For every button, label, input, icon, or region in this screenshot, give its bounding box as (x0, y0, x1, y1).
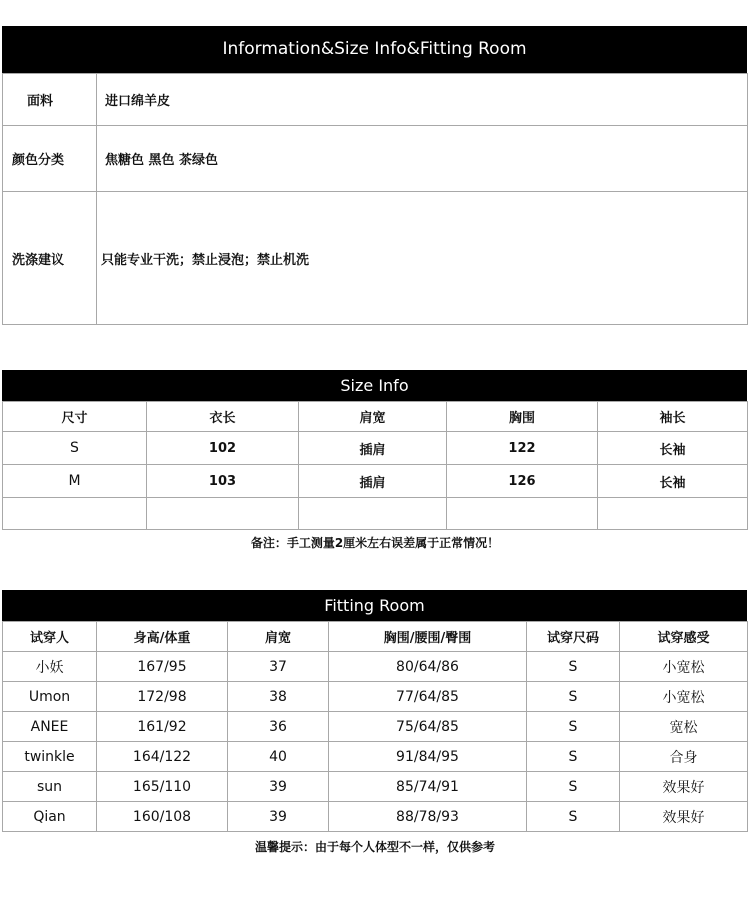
information-title: Information&Size Info&Fitting Room (2, 26, 747, 73)
column-header: 肩宽 (228, 622, 329, 652)
info-value: 焦糖色 黑色 茶绿色 (97, 126, 748, 192)
table-cell: 103 (147, 465, 299, 498)
table-cell: S (527, 802, 620, 832)
table-row (3, 465, 748, 498)
table-cell: 长袖 (598, 432, 748, 465)
table-cell: 小宽松 (620, 682, 748, 712)
column-header: 试穿尺码 (527, 622, 620, 652)
table-cell (447, 498, 598, 530)
fitting-table-header (3, 622, 748, 652)
column-header: 试穿感受 (620, 622, 748, 652)
fitting-room-section (2, 590, 747, 832)
table-cell: 长袖 (598, 465, 748, 498)
info-row-washing (3, 192, 748, 325)
info-label: 洗涤建议 (3, 192, 97, 325)
table-cell: 164/122 (97, 742, 228, 772)
table-cell: S (527, 772, 620, 802)
table-cell: 40 (228, 742, 329, 772)
table-cell: 宽松 (620, 712, 748, 742)
table-cell: 85/74/91 (329, 772, 527, 802)
table-cell: 37 (228, 652, 329, 682)
table-row (3, 498, 748, 530)
info-value: 进口绵羊皮 (97, 74, 748, 126)
table-cell: 39 (228, 772, 329, 802)
table-cell: 36 (228, 712, 329, 742)
column-header: 胸围/腰围/臀围 (329, 622, 527, 652)
table-cell: S (527, 712, 620, 742)
table-cell: ANEE (3, 712, 97, 742)
table-cell (598, 498, 748, 530)
column-header: 身高/体重 (97, 622, 228, 652)
information-section (2, 26, 747, 325)
column-header: 肩宽 (299, 402, 447, 432)
table-cell: S (527, 682, 620, 712)
fitting-room-title: Fitting Room (2, 590, 747, 621)
table-cell: 77/64/85 (329, 682, 527, 712)
table-cell: twinkle (3, 742, 97, 772)
table-cell: Umon (3, 682, 97, 712)
table-cell: 80/64/86 (329, 652, 527, 682)
column-header: 胸围 (447, 402, 598, 432)
table-cell: 效果好 (620, 772, 748, 802)
fitting-table (2, 621, 748, 832)
info-row-fabric (3, 74, 748, 126)
table-cell: 91/84/95 (329, 742, 527, 772)
table-cell: M (3, 465, 147, 498)
table-cell: S (527, 652, 620, 682)
table-cell: 160/108 (97, 802, 228, 832)
table-cell: 167/95 (97, 652, 228, 682)
column-header: 袖长 (598, 402, 748, 432)
table-row (3, 742, 748, 772)
table-cell: 小妖 (3, 652, 97, 682)
table-cell: 172/98 (97, 682, 228, 712)
table-cell: 126 (447, 465, 598, 498)
table-cell: 165/110 (97, 772, 228, 802)
info-value: 只能专业干洗；禁止浸泡；禁止机洗 (97, 192, 748, 325)
table-row (3, 652, 748, 682)
table-cell (147, 498, 299, 530)
table-cell: 插肩 (299, 465, 447, 498)
table-cell (299, 498, 447, 530)
table-cell: 161/92 (97, 712, 228, 742)
fitting-note: 温馨提示：由于每个人体型不一样，仅供参考 (254, 840, 495, 854)
table-row (3, 432, 748, 465)
table-cell: 合身 (620, 742, 748, 772)
table-row (3, 682, 748, 712)
table-row (3, 802, 748, 832)
table-cell: S (527, 742, 620, 772)
table-cell: 39 (228, 802, 329, 832)
table-cell: 102 (147, 432, 299, 465)
info-row-color (3, 126, 748, 192)
table-row (3, 712, 748, 742)
table-cell: sun (3, 772, 97, 802)
column-header: 衣长 (147, 402, 299, 432)
table-row (3, 772, 748, 802)
info-label: 面料 (3, 74, 97, 126)
size-table (2, 401, 748, 530)
table-cell: 小宽松 (620, 652, 748, 682)
table-cell: 效果好 (620, 802, 748, 832)
table-cell: Qian (3, 802, 97, 832)
table-cell: 插肩 (299, 432, 447, 465)
table-cell: 38 (228, 682, 329, 712)
table-cell: 88/78/93 (329, 802, 527, 832)
size-info-section (2, 370, 747, 530)
column-header: 试穿人 (3, 622, 97, 652)
table-cell (3, 498, 147, 530)
size-table-header (3, 402, 748, 432)
table-cell: 75/64/85 (329, 712, 527, 742)
size-info-title: Size Info (2, 370, 747, 401)
table-cell: 122 (447, 432, 598, 465)
information-table (2, 73, 748, 325)
column-header: 尺寸 (3, 402, 147, 432)
table-cell: S (3, 432, 147, 465)
info-label: 颜色分类 (3, 126, 97, 192)
size-note: 备注：手工测量2厘米左右误差属于正常情况！ (250, 536, 500, 550)
